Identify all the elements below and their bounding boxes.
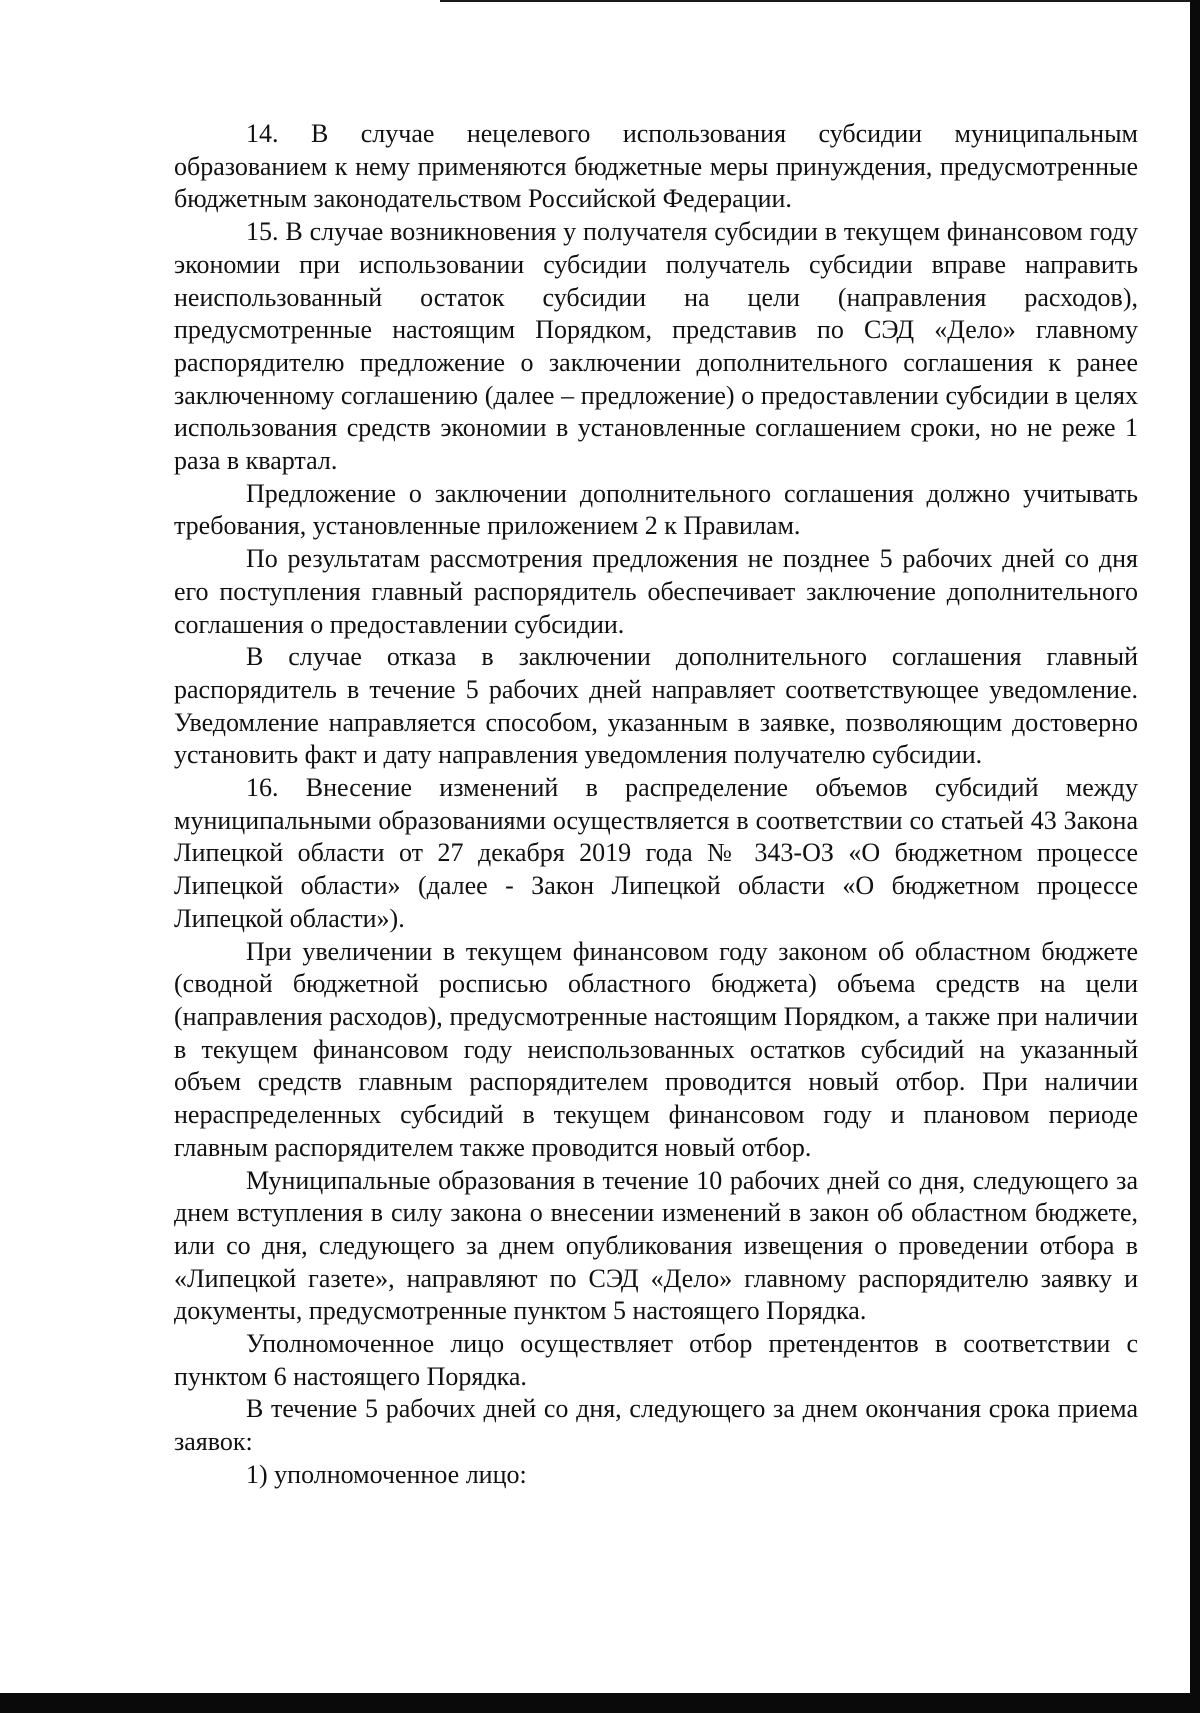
- paragraph-15: 15. В случае возникновения у получателя субсидии в текущем финансовом году экономии при использовании субсидии получатель субсидии вправе направить неиспользованный остаток субсидии на цели (направления расходов), предусмотренные настоящим Порядком, представив по СЭД «Дело» главному распорядителю предложение о заключении дополнительного соглашения к ранее заключенному соглашению (далее – предложение) о предоставлении субсидии в целях использования средств экономии в установленные соглашением сроки, но не реже 1 раза в квартал.: [174, 217, 1138, 476]
- paragraph-municipal-applications: Муниципальные образования в течение 10 рабочих дней со дня, следующего за днем вступления в силу закона о внесении изменений в закон об областном бюджете, или со дня, следующего за днем опубликования извещения о проведении отбора в «Липецкой газете», направляют по СЭД «Дело» главному распорядителю заявку и документы, предусмотренные пунктом 5 настоящего Порядка.: [174, 1165, 1138, 1326]
- scan-top-line: [440, 0, 1200, 2]
- document-body: [174, 118, 1138, 1492]
- paragraph-budget-increase: При увеличении в текущем финансовом году законом об областном бюджете (сводной бюджетной росписью областного бюджета) объема средств на цели (направления расходов), предусмотренные настоящим Порядком, а также при наличии в текущем финансовом году неиспользованных остатков субсидий на указанный объем средств главным распорядителем проводится новый отбор. При наличии нераспределенных субсидий в текущем финансовом году и плановом периоде главным распорядителем также проводится новый отбор.: [174, 936, 1138, 1162]
- paragraph-selection: Уполномоченное лицо осуществляет отбор претендентов в соответствии с пунктом 6 настоящего Порядка.: [174, 1329, 1138, 1391]
- paragraph-proposal-requirements: Предложение о заключении дополнительного соглашения должно учитывать требования, установленные приложением 2 к Правилам.: [174, 478, 1138, 541]
- paragraph-review-results: По результатам рассмотрения предложения не позднее 5 рабочих дней со дня его поступления главный распорядитель обеспечивает заключение дополнительного соглашения о предоставлении субсидии.: [174, 544, 1138, 639]
- paragraph-refusal: В случае отказа в заключении дополнительного соглашения главный распорядитель в течение 5 рабочих дней направляет соответствующее уведомление. Уведомление направляется способом, указанным в заявке, позволяющим достоверно установить факт и дату направления уведомления получателю субсидии.: [174, 642, 1138, 770]
- paragraph-list-item-1: 1) уполномоченное лицо:: [246, 1459, 527, 1489]
- paragraph-14: 14. В случае нецелевого использования субсидии муниципальным образованием к нему применяются бюджетные меры принуждения, предусмотренные бюджетным законодательством Российской Федерации.: [174, 119, 1138, 214]
- scan-bottom-edge: [0, 1693, 1200, 1713]
- paragraph-five-days: В течение 5 рабочих дней со дня, следующего за днем окончания срока приема заявок:: [174, 1394, 1138, 1457]
- paragraph-16: 16. Внесение изменений в распределение объемов субсидий между муниципальными образованиями осуществляется в соответствии со статьей 43 Закона Липецкой области от 27 декабря 2019 года № 343-ОЗ «О бюджетном процессе Липецкой области» (далее - Закон Липецкой области «О бюджетном процессе Липецкой области»).: [174, 773, 1138, 933]
- scan-right-edge: [1190, 0, 1200, 1713]
